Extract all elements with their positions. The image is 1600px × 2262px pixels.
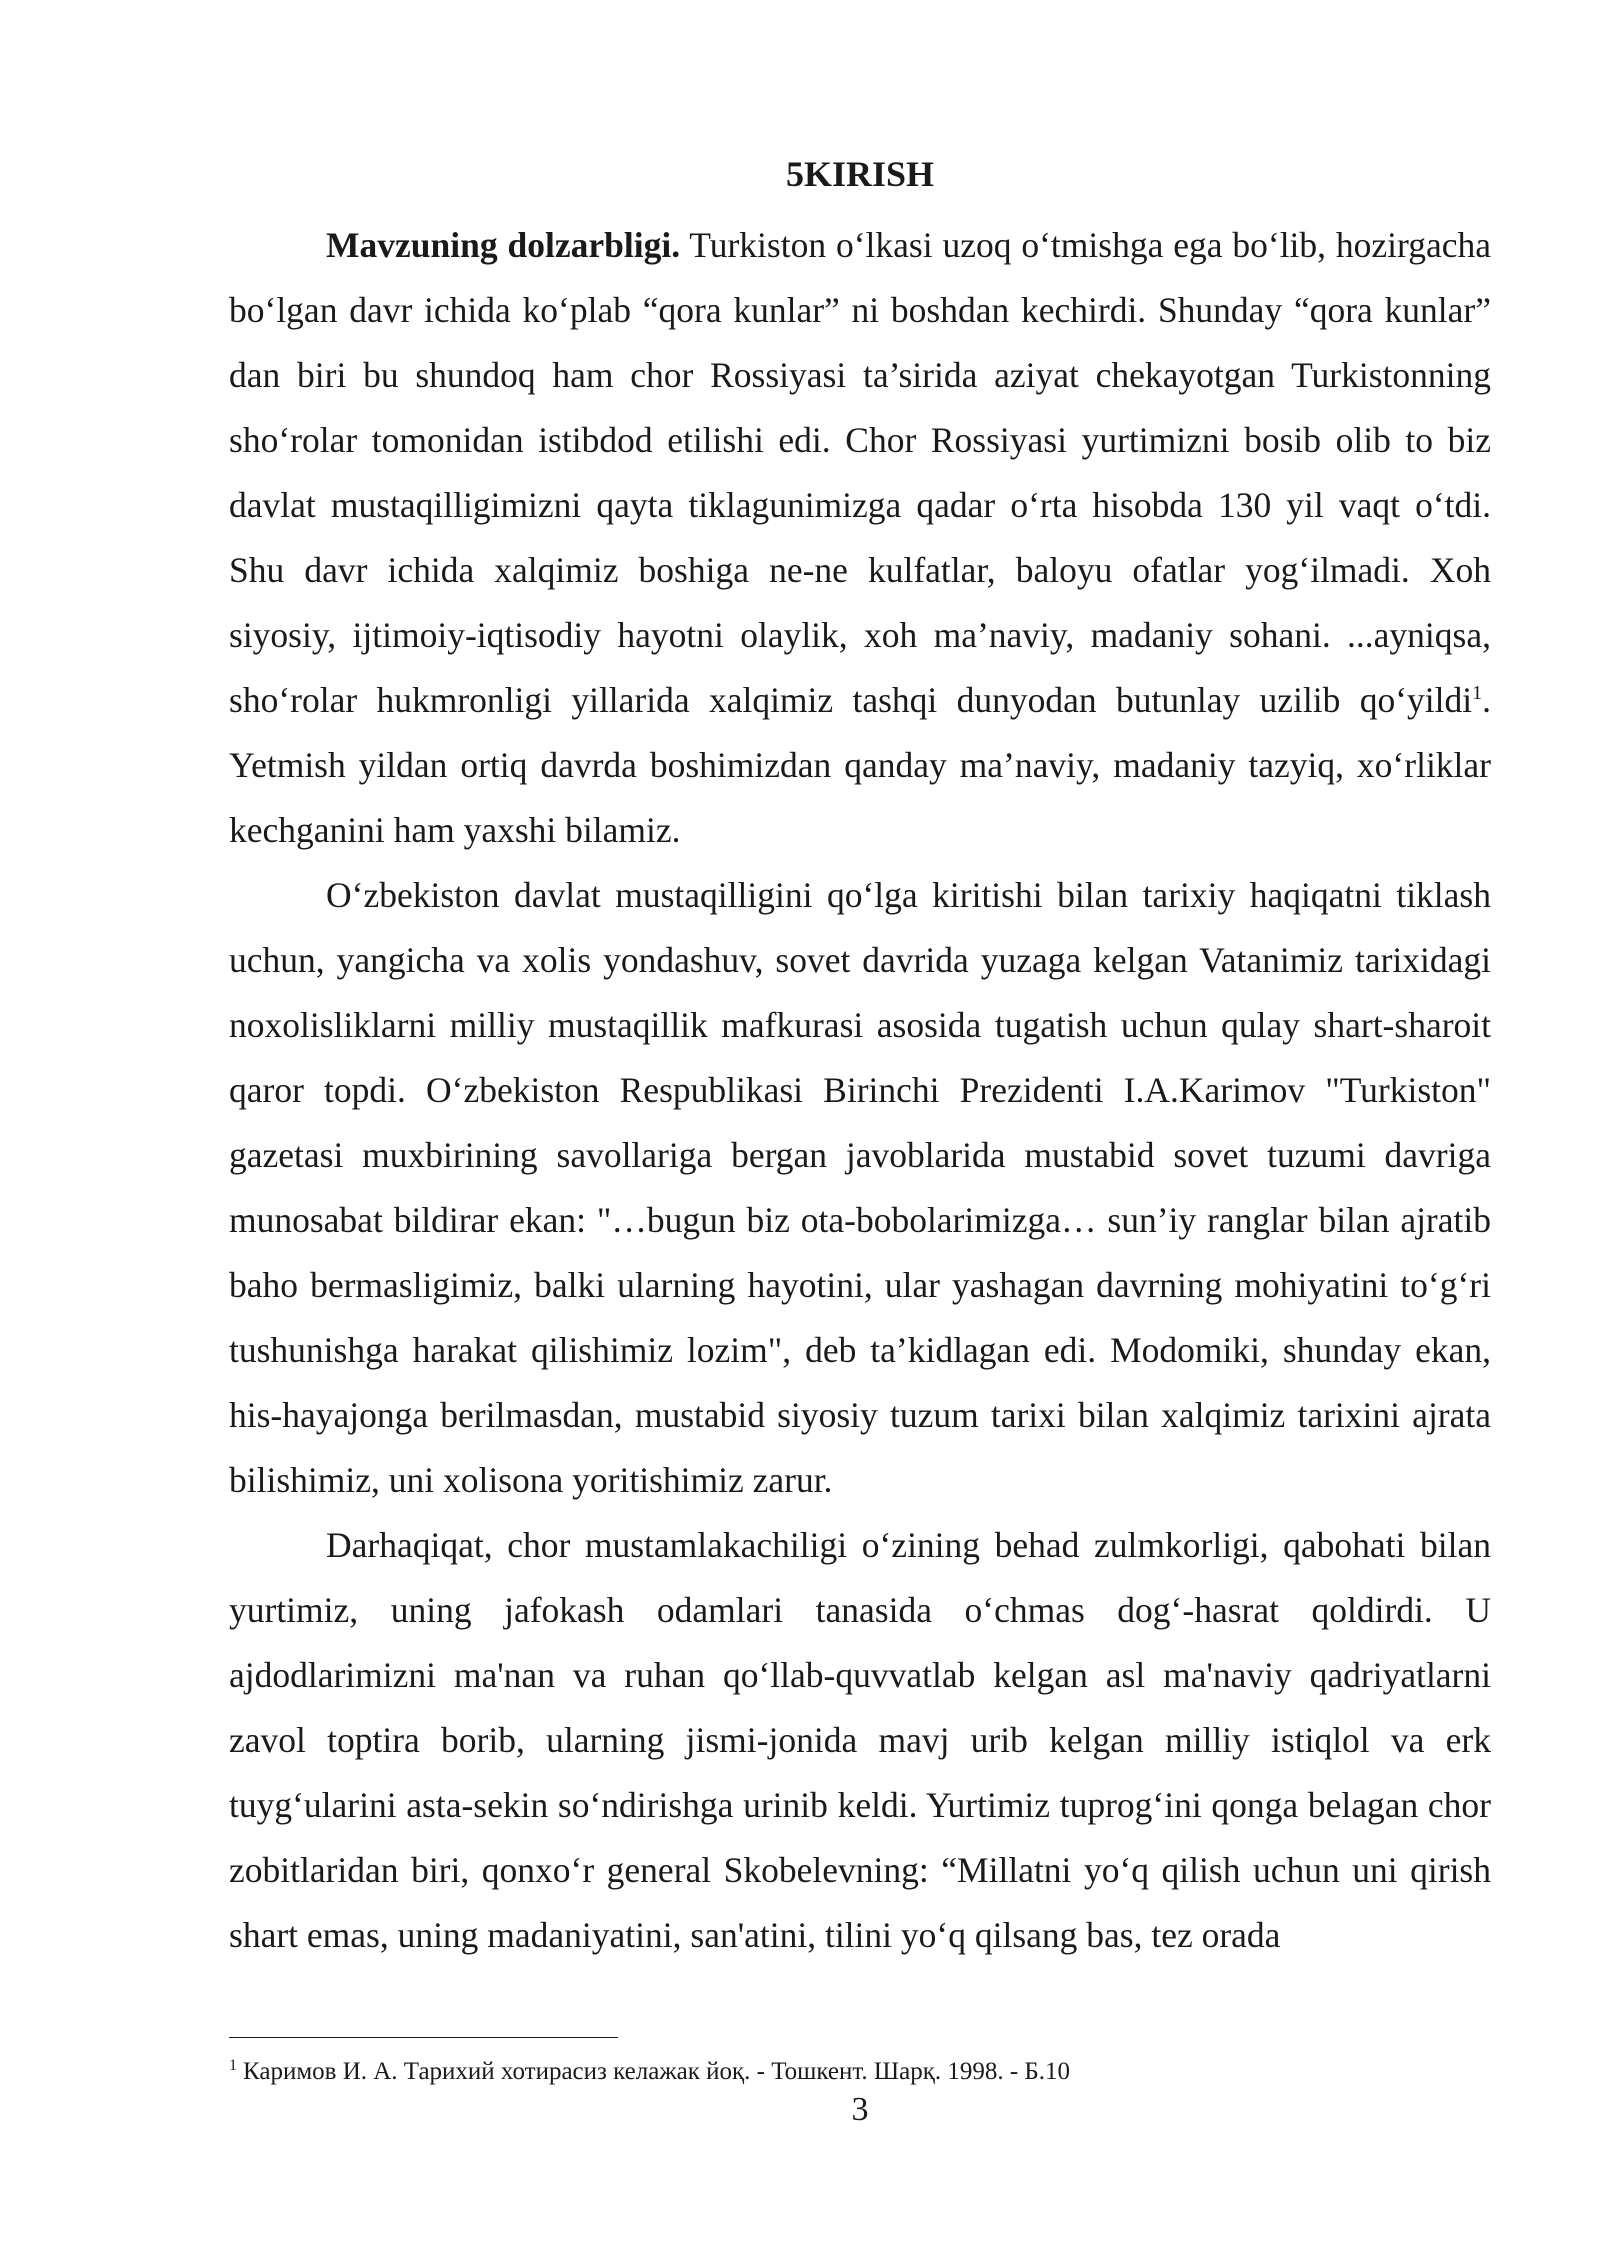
footnote-text: Каримов И. А. Тарихий хотирасиз келажак йоқ. - Тошкент. Шарқ. 1998. - Б.10 <box>243 2058 1071 2085</box>
section-lead: Mavzuning dolzarbligi. <box>326 225 681 265</box>
paragraph-2: O‘zbekiston davlat mustaqilligini qo‘lga kiritishi bilan tarixiy haqiqatni tiklash uchun, yangicha va xolis yondashuv, sovet davrida yuzaga kelgan Vatanimiz tarixidagi noxolisliklarni milliy mustaqillik mafkurasi asosida tugatish uchun qulay shart-sharoit qaror topdi. O‘zbekiston Respublikasi Birinchi Prezidenti I.A.Karimov "Turkiston" gazetasi muxbirining savollariga bergan javoblarida mustabid sovet tuzumi davriga munosabat bildirar ekan: "…bugun biz ota-bobolarimizga… sun’iy ranglar bilan ajratib baho bermasligimiz, balki ularning hayotini, ular yashagan davrning mohiyatini to‘g‘ri tushunishga harakat qilishimiz lozim", deb ta’kidlagan edi. Modomiki, shunday ekan, his-hayajonga berilmasdan, mustabid siyosiy tuzum tarixi bilan xalqimiz tarixini ajrata bilishimiz, uni xolisona yoritishimiz zarur. <box>229 875 1491 1500</box>
paragraph-3: Darhaqiqat, chor mustamlakachiligi o‘zining behad zulmkorligi, qabohati bilan yurtimiz, uning jafokash odamlari tanasida o‘chmas dog‘-hasrat qoldirdi. U ajdodlarimizni ma'nan va ruhan qo‘llab-quvvatlab kelgan asl ma'naviy qadriyatlarni zavol toptira borib, ularning jismi-jonida mavj urib kelgan milliy istiqlol va erk tuyg‘ularini asta-sekin so‘ndirishga urinib keldi. Yurtimiz tuprog‘ini qonga belagan chor zobitlaridan biri, qonxo‘r general Skobelevning: “Millatni yo‘q qilish uchun uni qirish shart emas, uning madaniyatini, san'atini, tilini yo‘q qilsang bas, tez orada <box>229 1525 1491 1955</box>
paragraph-1-text-end: . Yetmish yildan ortiq davrda boshimizdan qanday ma’naviy, madaniy tazyiq, xo‘rliklar kechganini ham yaxshi bilamiz. <box>229 680 1491 850</box>
footnote-marker: 1 <box>229 2056 237 2074</box>
paragraph-1-text: Turkiston o‘lkasi uzoq o‘tmishga ega bo‘lib, hozirgacha bo‘lgan davr ichida ko‘plab “qora kunlar” ni boshdan kechirdi. Shunday “qora kunlar” dan biri bu shundoq ham chor Rossiyasi ta’sirida aziyat chekayotgan Turkistonning sho‘rolar tomonidan istibdod etilishi edi. Chor Rossiyasi yurtimizni bosib olib to biz davlat mustaqilligimizni qayta tiklagunimizga qadar o‘rta hisobda 130 yil vaqt o‘tdi. Shu davr ichida xalqimiz boshiga ne-ne kulfatlar, baloyu ofatlar yog‘ilmadi. Xoh siyosiy, ijtimoiy-iqtisodiy hayotni olaylik, xoh ma’naviy, madaniy sohani. ...ayniqsa, sho‘rolar hukmronligi yillarida xalqimiz tashqi dunyodan butunlay uzilib qo‘yildi <box>229 225 1491 720</box>
body-text <box>229 213 1491 1968</box>
footnote-divider <box>229 2037 618 2038</box>
footnote <box>229 2055 1491 2089</box>
footnote-reference[interactable]: 1 <box>1472 682 1483 705</box>
page-number: 3 <box>851 2091 869 2128</box>
paragraph-1 <box>229 213 1491 863</box>
page-title: 5KIRISH <box>785 154 935 194</box>
